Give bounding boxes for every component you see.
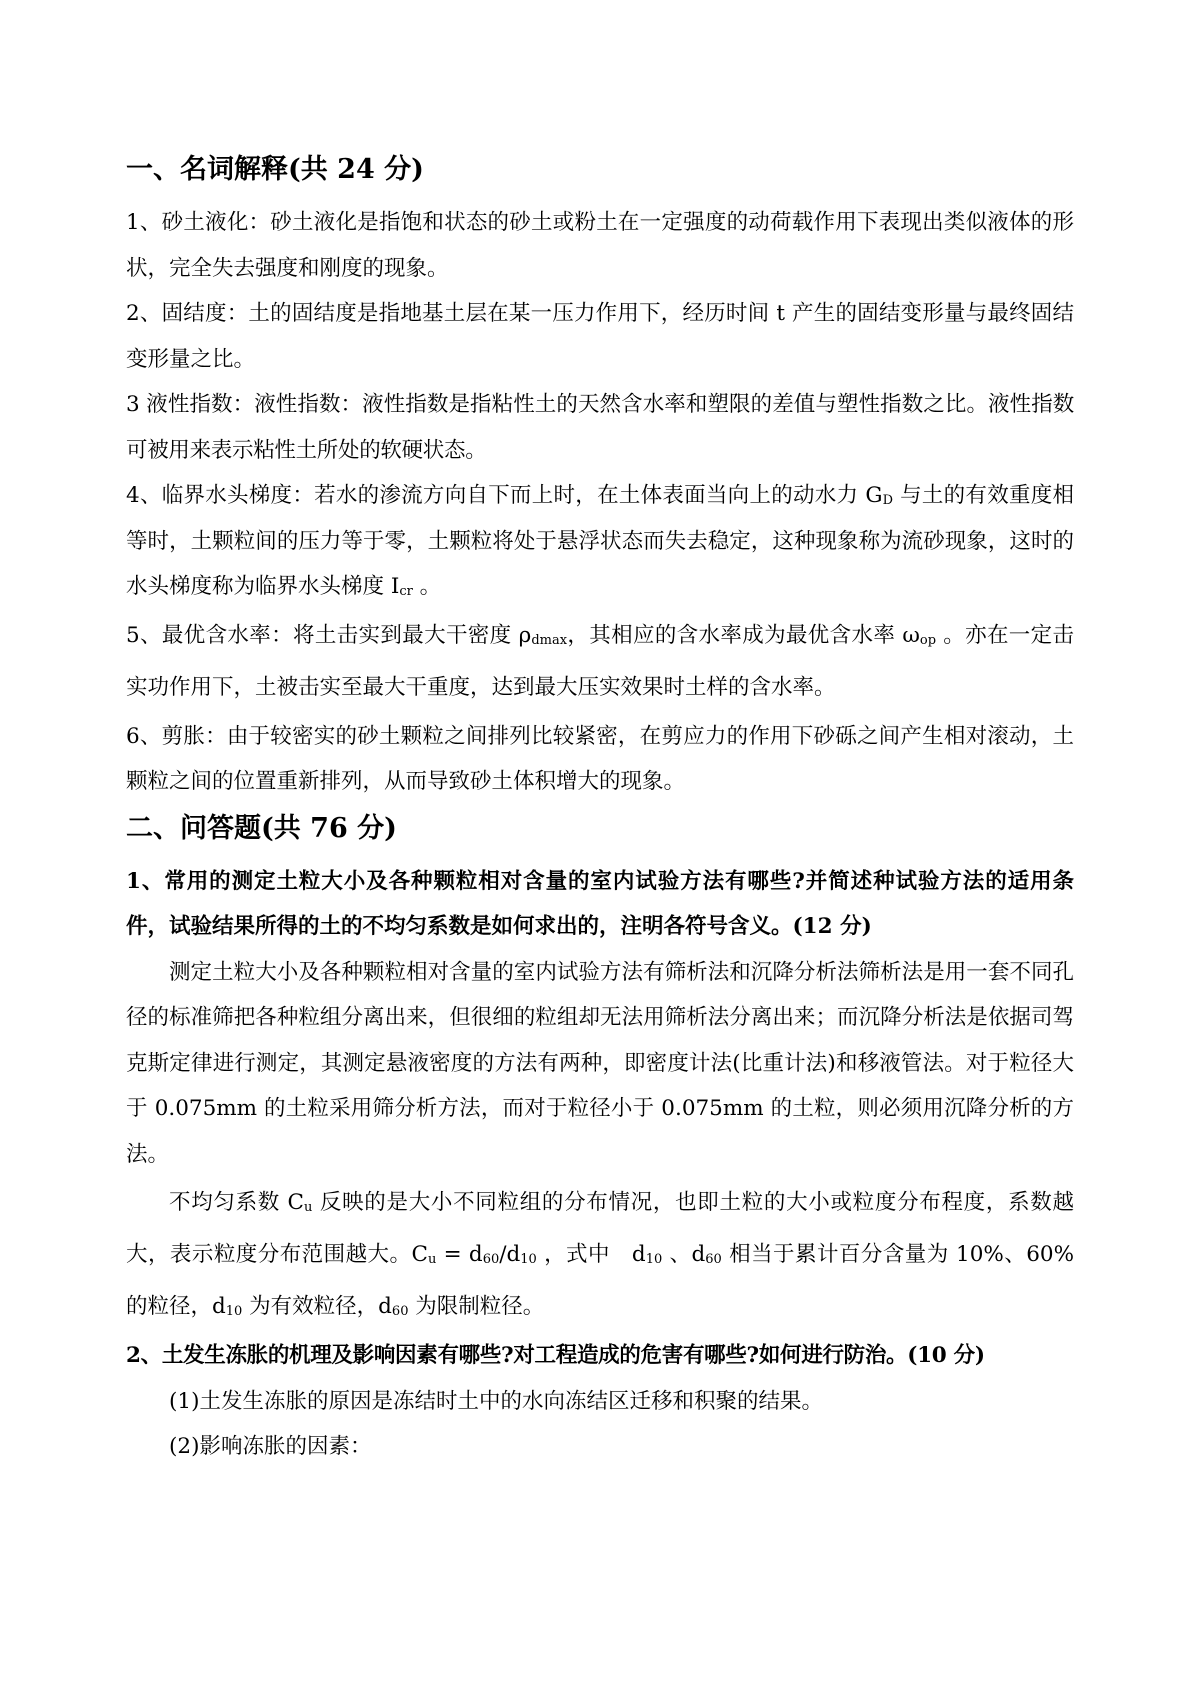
term-1: 1、砂土液化：砂土液化是指饱和状态的砂土或粉土在一定强度的动荷载作用下表现出类似液体的形状，完全失去强度和刚度的现象。 <box>126 210 1074 281</box>
answer-2-paragraph-1: (1)土发生冻胀的原因是冻结时土中的水向冻结区迁移和积聚的结果。 <box>169 1388 823 1414</box>
term-6: 6、剪胀：由于较密实的砂土颗粒之间排列比较紧密，在剪应力的作用下砂砾之间产生相对滚动，土颗粒之间的位置重新排列，从而导致砂土体积增大的现象。 <box>126 723 1074 794</box>
subscript-op: op <box>919 632 937 648</box>
section-1-title: 一、名词解释(共 24 分) <box>126 154 424 185</box>
term-3: 3 液性指数：液性指数：液性指数是指粘性土的天然含水率和塑限的差值与塑性指数之比。液性指数可被用来表示粘性土所处的软硬状态。 <box>126 392 1074 463</box>
answer-1-paragraph-1: 测定土粒大小及各种颗粒相对含量的室内试验方法有筛析法和沉降分析法筛析法是用一套不同孔径的标准筛把各种粒组分离出来，但很细的粒组却无法用筛析法分离出来；而沉降分析法是依据司驾克斯定律进行测定，其测定悬液密度的方法有两种，即密度计法(比重计法)和移液管法。对于粒径大于 0.075mm 的土粒采用筛分析方法，而对于粒径小于 0.075mm 的土粒，则必须用沉降分析的方法。 <box>126 959 1074 1167</box>
subscript-cr: cr <box>399 584 413 599</box>
question-1: 1、常用的测定土粒大小及各种颗粒相对含量的室内试验方法有哪些?并简述种试验方法的适用条件，试验结果所得的土的不均匀系数是如何求出的，注明各符号含义。(12 分) <box>126 868 1074 939</box>
term-2: 2、固结度：土的固结度是指地基土层在某一压力作用下，经历时间 t 产生的固结变形量与最终固结变形量之比。 <box>126 301 1074 372</box>
subscript-d: D <box>882 493 894 508</box>
answer-1-paragraph-2: 不均匀系数 Cu 反映的是大小不同粒组的分布情况，也即土粒的大小或粒度分布程度，系数越大，表示粒度分布范围越大。Cu = d60/d10 ，式中 d10 、d60 相当于累计百分含量为 10%、60%的粒径，d10 为有效粒径，d60 为限制粒径。 <box>126 1190 1075 1319</box>
subscript-dmax: dmax <box>531 632 568 648</box>
term-4: 4、临界水头梯度：若水的渗流方向自下而上时，在土体表面当向上的动水力 GD 与土的有效重度相等时，土颗粒间的压力等于零，土颗粒将处于悬浮状态而失去稳定，这种现象称为流砂现象，这时的水头梯度称为临界水头梯度 Icr 。 <box>126 483 1074 599</box>
question-2: 2、土发生冻胀的机理及影响因素有哪些?对工程造成的危害有哪些?如何进行防治。(10 分) <box>126 1343 985 1368</box>
answer-2-paragraph-2: (2)影响冻胀的因素： <box>169 1434 372 1459</box>
document-content <box>126 150 1074 1470</box>
term-5: 5、最优含水率：将土击实到最大干密度 ρdmax，其相应的含水率成为最优含水率 ωop 。亦在一定击实功作用下，土被击实至最大干重度，达到最大压实效果时土样的含水率。 <box>126 622 1075 700</box>
section-2-title: 二、问答题(共 76 分) <box>126 812 397 844</box>
